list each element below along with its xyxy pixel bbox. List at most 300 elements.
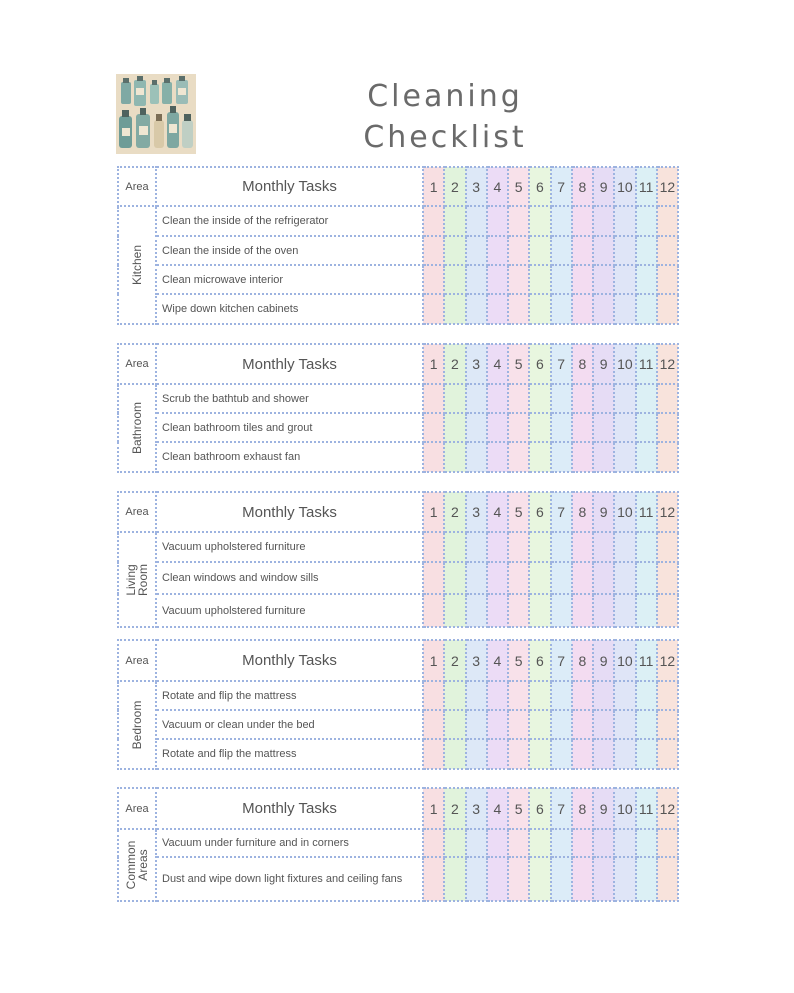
month-checkbox-1[interactable] bbox=[423, 236, 444, 265]
month-checkbox-5[interactable] bbox=[508, 857, 529, 901]
month-checkbox-8[interactable] bbox=[572, 442, 593, 472]
month-checkbox-1[interactable] bbox=[423, 681, 444, 710]
month-checkbox-11[interactable] bbox=[636, 562, 657, 594]
month-checkbox-3[interactable] bbox=[466, 532, 487, 562]
month-checkbox-6[interactable] bbox=[529, 681, 550, 710]
month-checkbox-4[interactable] bbox=[487, 206, 508, 236]
month-checkbox-9[interactable] bbox=[593, 532, 614, 562]
month-header-7: 7 bbox=[551, 640, 572, 681]
area-label-line: Bathroom bbox=[130, 401, 144, 455]
month-checkbox-2[interactable] bbox=[444, 594, 465, 627]
area-label-line: Common bbox=[124, 840, 138, 890]
month-checkbox-8[interactable] bbox=[572, 681, 593, 710]
area-label-line: Bedroom bbox=[130, 700, 144, 750]
month-checkbox-4[interactable] bbox=[487, 594, 508, 627]
month-checkbox-7[interactable] bbox=[551, 594, 572, 627]
month-checkbox-7[interactable] bbox=[551, 265, 572, 294]
month-checkbox-5[interactable] bbox=[508, 681, 529, 710]
month-checkbox-1[interactable] bbox=[423, 532, 444, 562]
month-header-12: 12 bbox=[657, 788, 678, 829]
month-checkbox-12[interactable] bbox=[657, 532, 678, 562]
month-checkbox-8[interactable] bbox=[572, 829, 593, 857]
month-checkbox-10[interactable] bbox=[614, 294, 635, 324]
month-header-3: 3 bbox=[466, 788, 487, 829]
month-checkbox-9[interactable] bbox=[593, 710, 614, 739]
month-checkbox-6[interactable] bbox=[529, 265, 550, 294]
month-checkbox-4[interactable] bbox=[487, 857, 508, 901]
month-checkbox-2[interactable] bbox=[444, 681, 465, 710]
month-header-1: 1 bbox=[423, 492, 444, 532]
month-checkbox-5[interactable] bbox=[508, 384, 529, 413]
month-header-1: 1 bbox=[423, 167, 444, 206]
header-row bbox=[118, 167, 678, 206]
month-header-8: 8 bbox=[572, 344, 593, 384]
month-checkbox-2[interactable] bbox=[444, 442, 465, 472]
month-checkbox-11[interactable] bbox=[636, 442, 657, 472]
month-checkbox-8[interactable] bbox=[572, 206, 593, 236]
month-header-12: 12 bbox=[657, 640, 678, 681]
month-checkbox-10[interactable] bbox=[614, 857, 635, 901]
month-header-6: 6 bbox=[529, 492, 550, 532]
month-checkbox-3[interactable] bbox=[466, 206, 487, 236]
area-header: Area bbox=[118, 492, 156, 532]
task-row bbox=[118, 532, 678, 562]
month-header-5: 5 bbox=[508, 344, 529, 384]
month-checkbox-12[interactable] bbox=[657, 236, 678, 265]
month-checkbox-1[interactable] bbox=[423, 294, 444, 324]
month-checkbox-3[interactable] bbox=[466, 710, 487, 739]
month-checkbox-4[interactable] bbox=[487, 739, 508, 769]
month-checkbox-3[interactable] bbox=[466, 681, 487, 710]
month-checkbox-3[interactable] bbox=[466, 294, 487, 324]
month-header-7: 7 bbox=[551, 167, 572, 206]
month-checkbox-3[interactable] bbox=[466, 384, 487, 413]
month-checkbox-1[interactable] bbox=[423, 857, 444, 901]
task-row bbox=[118, 442, 678, 472]
month-checkbox-7[interactable] bbox=[551, 206, 572, 236]
task-label: Clean bathroom exhaust fan bbox=[156, 442, 423, 472]
month-header-10: 10 bbox=[614, 167, 635, 206]
month-checkbox-6[interactable] bbox=[529, 739, 550, 769]
area-cell bbox=[118, 206, 156, 324]
area-label bbox=[131, 402, 143, 454]
task-row bbox=[118, 265, 678, 294]
month-checkbox-7[interactable] bbox=[551, 294, 572, 324]
month-checkbox-12[interactable] bbox=[657, 562, 678, 594]
task-row bbox=[118, 294, 678, 324]
month-checkbox-6[interactable] bbox=[529, 594, 550, 627]
task-row bbox=[118, 739, 678, 769]
month-checkbox-7[interactable] bbox=[551, 442, 572, 472]
month-checkbox-6[interactable] bbox=[529, 710, 550, 739]
month-header-4: 4 bbox=[487, 788, 508, 829]
month-header-2: 2 bbox=[444, 492, 465, 532]
area-label-line: Areas bbox=[136, 849, 150, 881]
month-header-3: 3 bbox=[466, 492, 487, 532]
month-checkbox-5[interactable] bbox=[508, 739, 529, 769]
month-header-5: 5 bbox=[508, 492, 529, 532]
month-checkbox-4[interactable] bbox=[487, 294, 508, 324]
month-header-8: 8 bbox=[572, 492, 593, 532]
month-checkbox-7[interactable] bbox=[551, 710, 572, 739]
month-checkbox-9[interactable] bbox=[593, 206, 614, 236]
task-row bbox=[118, 206, 678, 236]
month-checkbox-11[interactable] bbox=[636, 413, 657, 442]
area-cell bbox=[118, 829, 156, 901]
month-checkbox-2[interactable] bbox=[444, 265, 465, 294]
month-checkbox-2[interactable] bbox=[444, 384, 465, 413]
task-label: Clean the inside of the refrigerator bbox=[156, 206, 423, 236]
area-label bbox=[125, 841, 149, 890]
area-label-line: Room bbox=[136, 563, 150, 596]
month-checkbox-8[interactable] bbox=[572, 265, 593, 294]
month-checkbox-10[interactable] bbox=[614, 562, 635, 594]
task-row bbox=[118, 681, 678, 710]
month-checkbox-1[interactable] bbox=[423, 594, 444, 627]
month-checkbox-11[interactable] bbox=[636, 739, 657, 769]
month-checkbox-5[interactable] bbox=[508, 532, 529, 562]
area-header: Area bbox=[118, 344, 156, 384]
month-checkbox-12[interactable] bbox=[657, 294, 678, 324]
month-header-4: 4 bbox=[487, 640, 508, 681]
month-checkbox-7[interactable] bbox=[551, 384, 572, 413]
month-checkbox-11[interactable] bbox=[636, 236, 657, 265]
month-checkbox-5[interactable] bbox=[508, 294, 529, 324]
month-checkbox-12[interactable] bbox=[657, 681, 678, 710]
month-checkbox-5[interactable] bbox=[508, 206, 529, 236]
month-checkbox-1[interactable] bbox=[423, 442, 444, 472]
month-checkbox-11[interactable] bbox=[636, 265, 657, 294]
month-header-3: 3 bbox=[466, 640, 487, 681]
month-checkbox-9[interactable] bbox=[593, 829, 614, 857]
month-checkbox-8[interactable] bbox=[572, 562, 593, 594]
month-checkbox-9[interactable] bbox=[593, 442, 614, 472]
month-checkbox-6[interactable] bbox=[529, 532, 550, 562]
month-checkbox-1[interactable] bbox=[423, 265, 444, 294]
month-checkbox-12[interactable] bbox=[657, 384, 678, 413]
month-header-11: 11 bbox=[636, 640, 657, 681]
month-checkbox-12[interactable] bbox=[657, 739, 678, 769]
month-checkbox-11[interactable] bbox=[636, 594, 657, 627]
month-checkbox-3[interactable] bbox=[466, 594, 487, 627]
month-header-2: 2 bbox=[444, 640, 465, 681]
month-header-4: 4 bbox=[487, 167, 508, 206]
month-header-7: 7 bbox=[551, 788, 572, 829]
task-label: Vacuum under furniture and in corners bbox=[156, 829, 423, 857]
month-checkbox-11[interactable] bbox=[636, 384, 657, 413]
month-checkbox-7[interactable] bbox=[551, 562, 572, 594]
month-checkbox-7[interactable] bbox=[551, 413, 572, 442]
month-header-4: 4 bbox=[487, 344, 508, 384]
title-line-1: Cleaning bbox=[367, 79, 523, 114]
month-checkbox-10[interactable] bbox=[614, 710, 635, 739]
month-header-5: 5 bbox=[508, 788, 529, 829]
month-checkbox-11[interactable] bbox=[636, 829, 657, 857]
task-row bbox=[118, 384, 678, 413]
page-title bbox=[330, 76, 560, 158]
month-checkbox-2[interactable] bbox=[444, 532, 465, 562]
month-checkbox-9[interactable] bbox=[593, 681, 614, 710]
month-checkbox-8[interactable] bbox=[572, 413, 593, 442]
month-checkbox-10[interactable] bbox=[614, 265, 635, 294]
month-checkbox-9[interactable] bbox=[593, 562, 614, 594]
month-checkbox-8[interactable] bbox=[572, 236, 593, 265]
month-checkbox-10[interactable] bbox=[614, 206, 635, 236]
task-label: Dust and wipe down light fixtures and ceiling fans bbox=[156, 857, 423, 901]
month-checkbox-4[interactable] bbox=[487, 829, 508, 857]
month-checkbox-6[interactable] bbox=[529, 384, 550, 413]
month-checkbox-4[interactable] bbox=[487, 532, 508, 562]
checklist-table bbox=[117, 639, 679, 770]
task-row bbox=[118, 413, 678, 442]
month-checkbox-4[interactable] bbox=[487, 710, 508, 739]
task-row bbox=[118, 829, 678, 857]
month-header-11: 11 bbox=[636, 167, 657, 206]
monthly-tasks-header: Monthly Tasks bbox=[156, 167, 423, 206]
checklist-table bbox=[117, 491, 679, 628]
month-header-5: 5 bbox=[508, 167, 529, 206]
month-header-11: 11 bbox=[636, 344, 657, 384]
month-header-1: 1 bbox=[423, 344, 444, 384]
month-checkbox-10[interactable] bbox=[614, 236, 635, 265]
month-header-3: 3 bbox=[466, 167, 487, 206]
month-checkbox-2[interactable] bbox=[444, 294, 465, 324]
month-checkbox-2[interactable] bbox=[444, 857, 465, 901]
month-header-12: 12 bbox=[657, 167, 678, 206]
month-checkbox-8[interactable] bbox=[572, 294, 593, 324]
month-checkbox-11[interactable] bbox=[636, 857, 657, 901]
area-label-line: Living bbox=[124, 563, 138, 596]
month-checkbox-6[interactable] bbox=[529, 206, 550, 236]
month-checkbox-2[interactable] bbox=[444, 236, 465, 265]
month-checkbox-3[interactable] bbox=[466, 562, 487, 594]
area-header: Area bbox=[118, 788, 156, 829]
month-checkbox-5[interactable] bbox=[508, 562, 529, 594]
month-header-2: 2 bbox=[444, 167, 465, 206]
month-header-8: 8 bbox=[572, 640, 593, 681]
task-label: Clean windows and window sills bbox=[156, 562, 423, 594]
month-checkbox-6[interactable] bbox=[529, 442, 550, 472]
month-checkbox-2[interactable] bbox=[444, 739, 465, 769]
month-checkbox-2[interactable] bbox=[444, 829, 465, 857]
month-header-10: 10 bbox=[614, 788, 635, 829]
month-checkbox-10[interactable] bbox=[614, 739, 635, 769]
month-checkbox-10[interactable] bbox=[614, 829, 635, 857]
task-label: Rotate and flip the mattress bbox=[156, 739, 423, 769]
month-checkbox-1[interactable] bbox=[423, 710, 444, 739]
month-checkbox-11[interactable] bbox=[636, 681, 657, 710]
month-header-9: 9 bbox=[593, 640, 614, 681]
task-label: Vacuum or clean under the bed bbox=[156, 710, 423, 739]
month-checkbox-7[interactable] bbox=[551, 681, 572, 710]
month-header-3: 3 bbox=[466, 344, 487, 384]
month-header-1: 1 bbox=[423, 788, 444, 829]
monthly-tasks-header: Monthly Tasks bbox=[156, 492, 423, 532]
month-checkbox-10[interactable] bbox=[614, 681, 635, 710]
month-checkbox-7[interactable] bbox=[551, 857, 572, 901]
month-checkbox-2[interactable] bbox=[444, 206, 465, 236]
month-checkbox-11[interactable] bbox=[636, 206, 657, 236]
month-checkbox-10[interactable] bbox=[614, 384, 635, 413]
month-checkbox-5[interactable] bbox=[508, 442, 529, 472]
month-checkbox-11[interactable] bbox=[636, 532, 657, 562]
task-label: Vacuum upholstered furniture bbox=[156, 594, 423, 627]
month-checkbox-3[interactable] bbox=[466, 829, 487, 857]
month-header-6: 6 bbox=[529, 167, 550, 206]
title-line-2: Checklist bbox=[363, 120, 527, 155]
month-checkbox-5[interactable] bbox=[508, 710, 529, 739]
month-checkbox-3[interactable] bbox=[466, 265, 487, 294]
header-row bbox=[118, 344, 678, 384]
cleaning-bottles-illustration bbox=[116, 74, 196, 154]
month-checkbox-6[interactable] bbox=[529, 413, 550, 442]
checklist-table bbox=[117, 343, 679, 473]
month-header-9: 9 bbox=[593, 344, 614, 384]
month-checkbox-3[interactable] bbox=[466, 442, 487, 472]
month-checkbox-4[interactable] bbox=[487, 681, 508, 710]
month-checkbox-9[interactable] bbox=[593, 413, 614, 442]
month-checkbox-8[interactable] bbox=[572, 857, 593, 901]
task-row bbox=[118, 594, 678, 627]
month-header-6: 6 bbox=[529, 640, 550, 681]
area-label bbox=[131, 701, 143, 750]
area-label bbox=[125, 563, 149, 595]
month-checkbox-6[interactable] bbox=[529, 857, 550, 901]
month-checkbox-12[interactable] bbox=[657, 710, 678, 739]
month-header-8: 8 bbox=[572, 167, 593, 206]
checklist-table bbox=[117, 787, 679, 902]
month-checkbox-3[interactable] bbox=[466, 857, 487, 901]
task-label: Wipe down kitchen cabinets bbox=[156, 294, 423, 324]
month-checkbox-11[interactable] bbox=[636, 294, 657, 324]
month-checkbox-9[interactable] bbox=[593, 294, 614, 324]
month-header-6: 6 bbox=[529, 788, 550, 829]
month-checkbox-6[interactable] bbox=[529, 829, 550, 857]
month-checkbox-9[interactable] bbox=[593, 857, 614, 901]
task-label: Clean bathroom tiles and grout bbox=[156, 413, 423, 442]
month-checkbox-9[interactable] bbox=[593, 739, 614, 769]
month-checkbox-2[interactable] bbox=[444, 710, 465, 739]
monthly-tasks-header: Monthly Tasks bbox=[156, 640, 423, 681]
month-checkbox-1[interactable] bbox=[423, 829, 444, 857]
task-row bbox=[118, 857, 678, 901]
month-checkbox-4[interactable] bbox=[487, 562, 508, 594]
month-checkbox-5[interactable] bbox=[508, 594, 529, 627]
month-checkbox-4[interactable] bbox=[487, 265, 508, 294]
header-row bbox=[118, 640, 678, 681]
month-checkbox-2[interactable] bbox=[444, 413, 465, 442]
month-checkbox-8[interactable] bbox=[572, 384, 593, 413]
month-checkbox-4[interactable] bbox=[487, 384, 508, 413]
month-checkbox-10[interactable] bbox=[614, 442, 635, 472]
month-header-9: 9 bbox=[593, 492, 614, 532]
month-header-6: 6 bbox=[529, 344, 550, 384]
month-checkbox-12[interactable] bbox=[657, 594, 678, 627]
month-checkbox-6[interactable] bbox=[529, 236, 550, 265]
month-checkbox-9[interactable] bbox=[593, 236, 614, 265]
month-header-7: 7 bbox=[551, 344, 572, 384]
month-checkbox-12[interactable] bbox=[657, 206, 678, 236]
month-checkbox-1[interactable] bbox=[423, 562, 444, 594]
month-checkbox-2[interactable] bbox=[444, 562, 465, 594]
month-header-10: 10 bbox=[614, 344, 635, 384]
month-checkbox-5[interactable] bbox=[508, 265, 529, 294]
area-header: Area bbox=[118, 167, 156, 206]
month-checkbox-10[interactable] bbox=[614, 413, 635, 442]
area-cell bbox=[118, 384, 156, 472]
month-checkbox-12[interactable] bbox=[657, 265, 678, 294]
month-checkbox-12[interactable] bbox=[657, 442, 678, 472]
area-header: Area bbox=[118, 640, 156, 681]
month-header-10: 10 bbox=[614, 640, 635, 681]
month-checkbox-12[interactable] bbox=[657, 857, 678, 901]
month-checkbox-1[interactable] bbox=[423, 413, 444, 442]
checklist-table bbox=[117, 166, 679, 325]
task-row bbox=[118, 236, 678, 265]
monthly-tasks-header: Monthly Tasks bbox=[156, 788, 423, 829]
month-header-1: 1 bbox=[423, 640, 444, 681]
month-header-8: 8 bbox=[572, 788, 593, 829]
month-checkbox-3[interactable] bbox=[466, 739, 487, 769]
month-checkbox-12[interactable] bbox=[657, 413, 678, 442]
area-label bbox=[131, 245, 143, 285]
month-checkbox-4[interactable] bbox=[487, 413, 508, 442]
month-checkbox-6[interactable] bbox=[529, 562, 550, 594]
task-row bbox=[118, 710, 678, 739]
month-checkbox-4[interactable] bbox=[487, 236, 508, 265]
month-header-11: 11 bbox=[636, 492, 657, 532]
month-header-12: 12 bbox=[657, 344, 678, 384]
month-checkbox-4[interactable] bbox=[487, 442, 508, 472]
month-checkbox-5[interactable] bbox=[508, 413, 529, 442]
month-checkbox-1[interactable] bbox=[423, 206, 444, 236]
month-checkbox-3[interactable] bbox=[466, 236, 487, 265]
month-checkbox-7[interactable] bbox=[551, 829, 572, 857]
task-label: Vacuum upholstered furniture bbox=[156, 532, 423, 562]
month-checkbox-5[interactable] bbox=[508, 829, 529, 857]
month-checkbox-12[interactable] bbox=[657, 829, 678, 857]
month-checkbox-5[interactable] bbox=[508, 236, 529, 265]
month-checkbox-7[interactable] bbox=[551, 532, 572, 562]
area-label-line: Kitchen bbox=[130, 244, 144, 286]
month-checkbox-7[interactable] bbox=[551, 739, 572, 769]
month-checkbox-3[interactable] bbox=[466, 413, 487, 442]
month-header-12: 12 bbox=[657, 492, 678, 532]
month-checkbox-1[interactable] bbox=[423, 739, 444, 769]
month-checkbox-8[interactable] bbox=[572, 710, 593, 739]
task-label: Scrub the bathtub and shower bbox=[156, 384, 423, 413]
month-checkbox-6[interactable] bbox=[529, 294, 550, 324]
month-checkbox-9[interactable] bbox=[593, 265, 614, 294]
month-checkbox-8[interactable] bbox=[572, 739, 593, 769]
month-checkbox-9[interactable] bbox=[593, 594, 614, 627]
month-checkbox-10[interactable] bbox=[614, 594, 635, 627]
task-label: Clean the inside of the oven bbox=[156, 236, 423, 265]
month-checkbox-8[interactable] bbox=[572, 532, 593, 562]
month-header-7: 7 bbox=[551, 492, 572, 532]
header-row bbox=[118, 788, 678, 829]
month-checkbox-8[interactable] bbox=[572, 594, 593, 627]
month-checkbox-7[interactable] bbox=[551, 236, 572, 265]
task-label: Rotate and flip the mattress bbox=[156, 681, 423, 710]
month-checkbox-1[interactable] bbox=[423, 384, 444, 413]
month-header-4: 4 bbox=[487, 492, 508, 532]
month-checkbox-11[interactable] bbox=[636, 710, 657, 739]
month-header-2: 2 bbox=[444, 344, 465, 384]
month-checkbox-9[interactable] bbox=[593, 384, 614, 413]
month-checkbox-10[interactable] bbox=[614, 532, 635, 562]
month-header-9: 9 bbox=[593, 167, 614, 206]
